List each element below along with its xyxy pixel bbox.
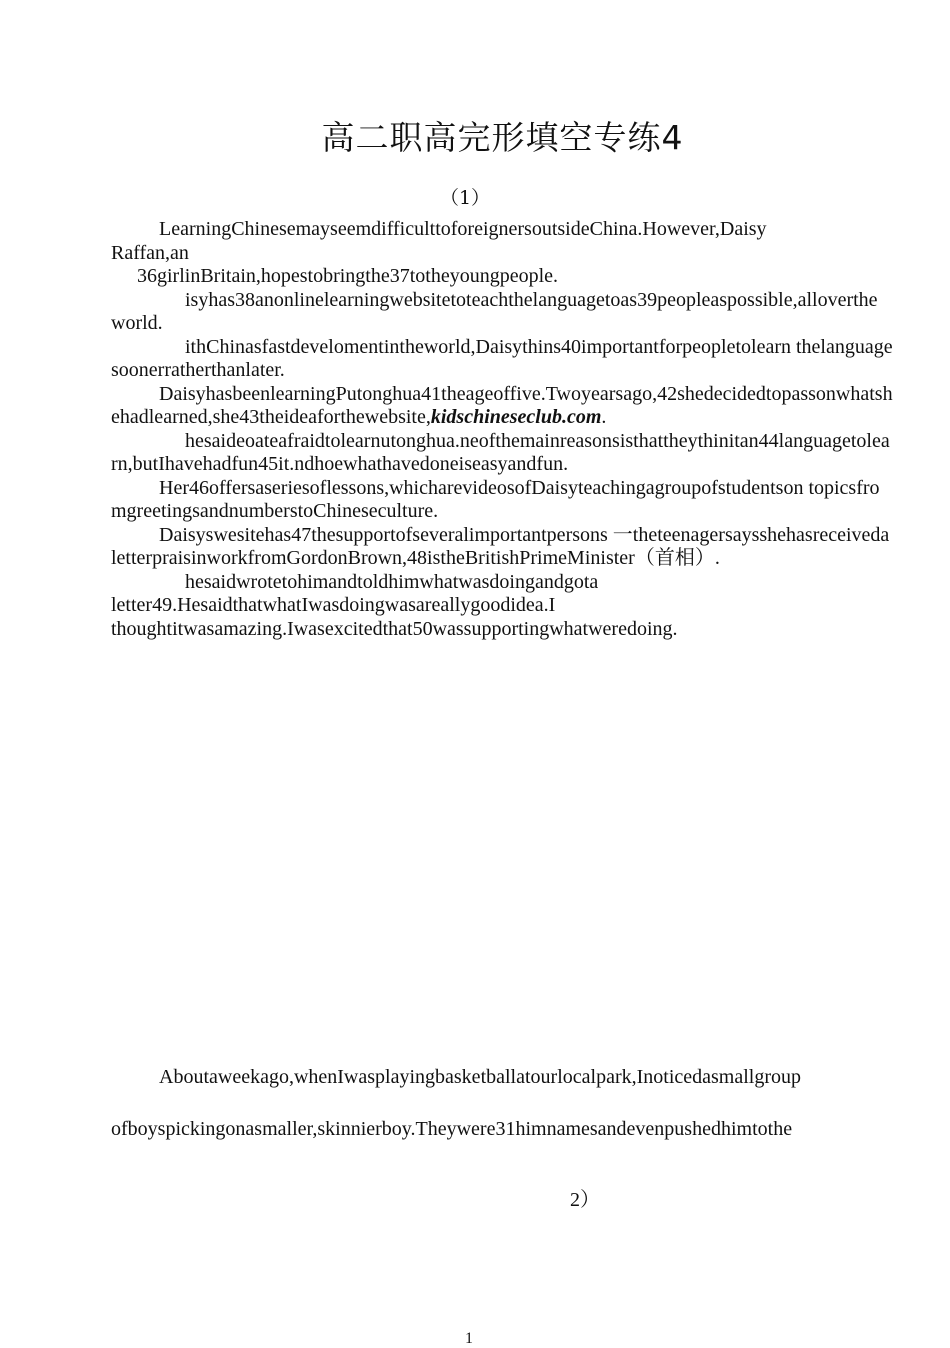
passage-1-paragraph-8-line-3: thoughtitwasamazing.Iwasexcitedthat50wassupportingwhatweredoing. [111, 617, 678, 640]
passage-1-line-1: LearningChinesemayseemdifficulttoforeignersoutsideChina.However,Daisy [159, 218, 767, 240]
website-link[interactable]: kidschineseclub.com [430, 406, 602, 428]
passage-1-paragraph-6: Her46offersaseriesoflessons,whicharevideosofDaisyteachingagroupofstudentson topicsfromgreetingsandnumberstoChineseculture. [111, 476, 880, 522]
passage-1-paragraph-2: isyhas38anonlinelearningwebsitetoteachthelanguagetoas39peopleaspossible,alloverthe world. [111, 288, 878, 334]
page-number: 1 [465, 1330, 473, 1347]
passage-1-paragraph-7: Daisyswesitehas47thesupportofseveralimportantpersons 一theteenagersaysshehasreceivedaletterpraisinworkfromGordonBrown,48istheBritishPrimeMinister（首相）. [111, 523, 890, 569]
document-title: 高二职高完形填空专练4 [321, 118, 684, 157]
paragraph-4-end: . [601, 406, 607, 428]
passage-1-paragraph-3: ithChinasfastdevelomentintheworld,Daisythins40importantforpeopletolearn thelanguagesoonerratherthanlater. [111, 335, 893, 381]
passage-2-line-1: Aboutaweekago,whenIwasplayingbasketballatourlocalpark,Inoticedasmallgroup [159, 1066, 802, 1088]
passage-1-paragraph-4 [111, 383, 893, 430]
passage-2-line-2: ofboyspickingonasmaller,skinnierboy.Theywere31himnamesandevenpushedhimtothe [111, 1118, 793, 1140]
section-1-label: （1） [439, 187, 491, 209]
passage-1-paragraph-5: hesaideoateafraidtolearnutonghua.neofthemainreasonsisthattheythinitan44languagetolearn,butIhavehadfun45it.ndhoewhathavedoneiseasyandfun. [111, 429, 890, 475]
passage-1-line-3: 36girlinBritain,hopestobringthe37totheyoungpeople. [137, 265, 559, 287]
paragraph-4-text: DaisyhasbeenlearningPutonghua41theageoffive.Twoyearsago,42shedecidedtopassonwhatshehadlearned,she43theideaforthewebsite, [111, 382, 893, 428]
passage-1-paragraph-8-line-1: hesaidwrotetohimandtoldhimwhatwasdoingandgota [185, 570, 599, 593]
passage-1 [111, 218, 893, 641]
section-2-label: 2） [570, 1189, 600, 1211]
passage-1-paragraph-8-line-2: letter49.HesaidthatwhatIwasdoingwasareallygoodidea.I [111, 594, 556, 616]
passage-1-line-2: Raffan,an [111, 241, 189, 264]
